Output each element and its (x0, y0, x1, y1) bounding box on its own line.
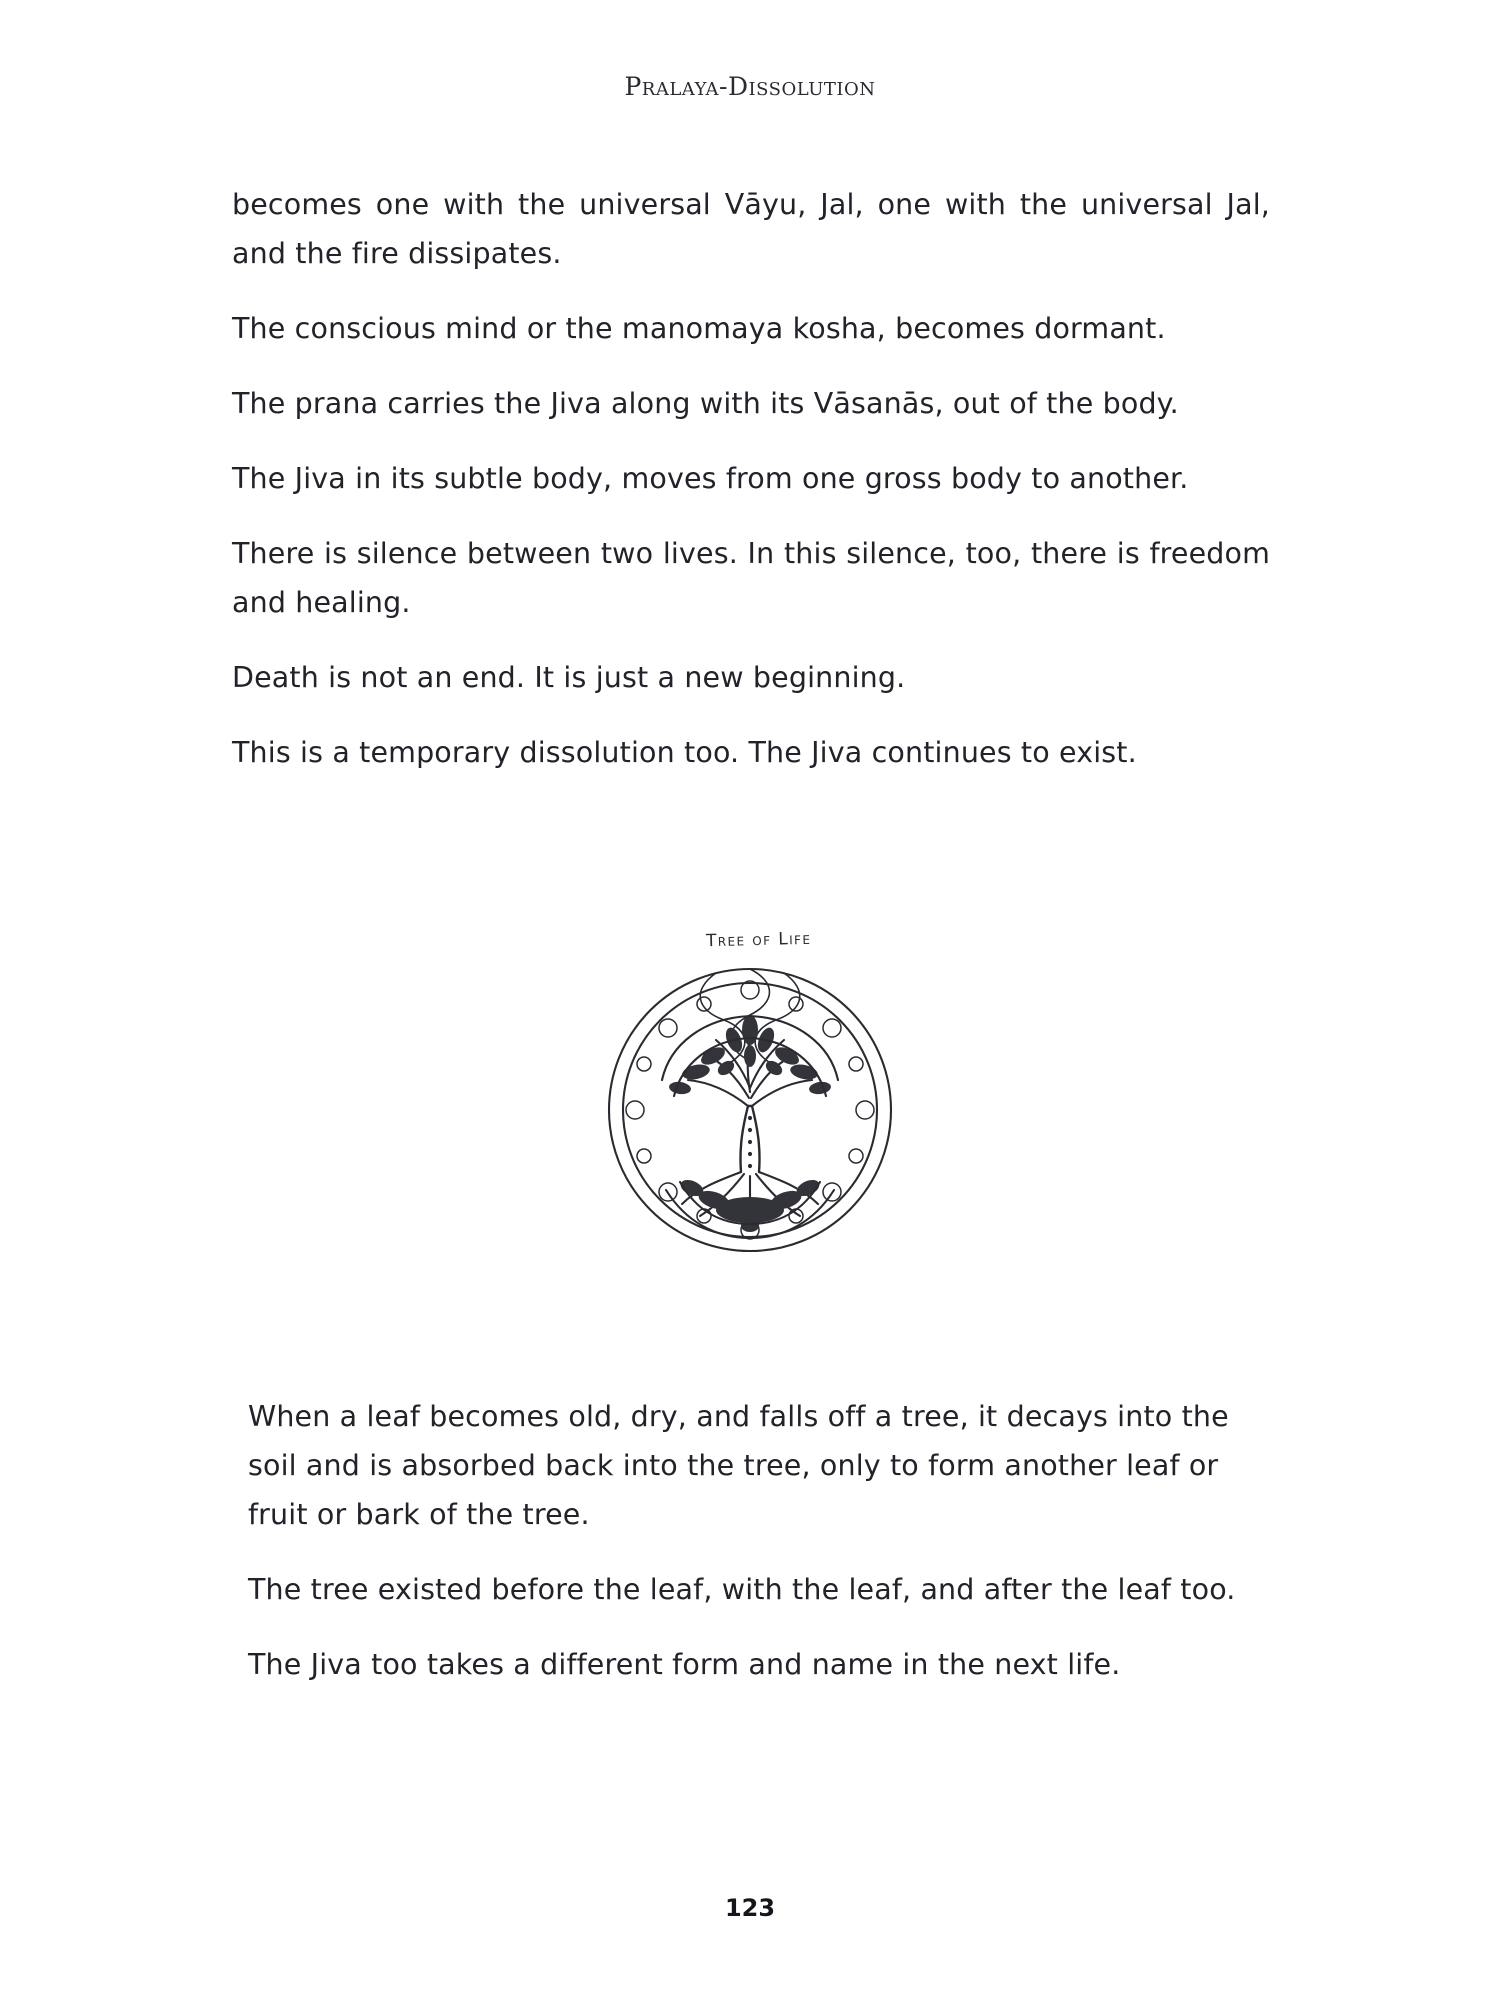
figure-tree-of-life (0, 930, 1500, 1260)
paragraph: Death is not an end. It is just a new beginning. (232, 661, 906, 694)
paragraph: The tree existed before the leaf, with the leaf, and after the leaf too. (248, 1573, 1236, 1606)
running-header (0, 72, 1500, 101)
paragraph: When a leaf becomes old, dry, and falls off a tree, it decays into the soil and is absorbed back into the tree, only to form another leaf or fruit or bark of the tree. (248, 1400, 1229, 1531)
paragraph: This is a temporary dissolution too. The Jiva continues to exist. (232, 736, 1137, 769)
paragraph: The Jiva in its subtle body, moves from one gross body to another. (232, 462, 1189, 495)
paragraph: There is silence between two lives. In this silence, too, there is freedom and healing. (232, 537, 1270, 619)
paragraph: The Jiva too takes a different form and name in the next life. (248, 1648, 1121, 1681)
page-number-text: 123 (724, 1894, 776, 1922)
paragraph: The conscious mind or the manomaya kosha, becomes dormant. (232, 312, 1166, 345)
running-header-text: Pralaya-Dissolution (624, 72, 876, 101)
paragraph: becomes one with the universal Vāyu, Jal, one with the universal Jal, and the fire dissipates. (232, 188, 1270, 270)
paragraph: The prana carries the Jiva along with its Vāsanās, out of the body. (232, 387, 1179, 420)
figure-caption: Tree of Life (706, 928, 812, 952)
page-number (0, 1894, 1500, 1922)
upper-text-column (232, 180, 1270, 777)
lower-text-column (248, 1392, 1270, 1689)
tree-of-life-icon (600, 960, 900, 1260)
